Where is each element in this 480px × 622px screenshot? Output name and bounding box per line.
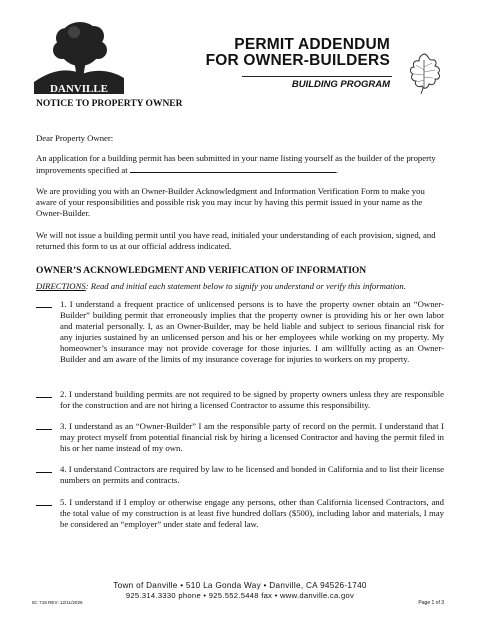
- footer-address: Town of Danville • 510 La Gonda Way • Danville, CA 94526-1740: [113, 581, 367, 590]
- initial-blank[interactable]: [36, 299, 52, 308]
- directions-text: : Read and initial each statement below to signify you understand or verify this information.: [85, 281, 406, 291]
- directions: [36, 281, 406, 291]
- acknowledgment-heading: OWNER’S ACKNOWLEDGMENT AND VERIFICATION OF INFORMATION: [36, 266, 367, 276]
- title-rule: [242, 76, 392, 77]
- initial-blank[interactable]: [36, 421, 52, 430]
- acknowledgment-item: 1. I understand a frequent practice of unlicensed persons is to have the property owner obtain an “Owner-Builder” building permit that erroneously implies that the property owner is providing his or her own labor and material personally. I, as an Owner-Builder, may be held liable and subject to serious financial risk for any injuries sustained by an unlicensed person and his or her employees while working on my property. My homeowner’s insurance may not provide coverage for those injuries. I am willfully acting as an Owner-Builder and am aware of the limits of my insurance coverage for injuries to workers on my property.: [36, 299, 444, 365]
- logo-wordmark: DANVILLE: [49, 83, 109, 95]
- footer-contact: 925.314.3330 phone • 925.552.5448 fax • www.danville.ca.gov: [125, 591, 355, 600]
- acknowledgment-item: 5. I understand if I employ or otherwise engage any persons, other than California licensed Contractors, and the total value of my construction is at least five hundred dollars ($500), including labor and materials, I may be considered an “employer” under state and federal law.: [36, 497, 444, 530]
- initial-blank[interactable]: [36, 464, 52, 473]
- oak-leaf-icon: [402, 50, 448, 96]
- acknowledgment-item: 2. I understand building permits are not required to be signed by property owners unless they are responsible for the construction and are not hiring a licensed Contractor to assume this responsibility.: [36, 389, 444, 411]
- notice-paragraph-3: We will not issue a building permit until you have read, initialed your understanding of each provision, signed, and returned this form to us at our official address indicated.: [36, 230, 436, 251]
- property-address-blank[interactable]: [130, 164, 336, 173]
- notice-paragraph-2: We are providing you with an Owner-Builder Acknowledgment and Information Verification Form to make you aware of your responsibilities and possible risk you may incur by having this permit issued in your name as the Owner-Builder.: [36, 186, 425, 218]
- page-number: Page 1 of 3: [418, 600, 444, 606]
- acknowledgment-item: 3. I understand as an “Owner-Builder” I am the responsible party of record on the permit. I understand that I may protect myself from potential financial risk by hiring a licensed Contractor and having the permit filed in his or her name instead of my own.: [36, 421, 444, 454]
- directions-label: DIRECTIONS: [36, 281, 86, 291]
- title-block: [206, 37, 390, 69]
- document-id: ID: 718 REV: 12/11/2025: [32, 600, 83, 605]
- page-subtitle: FOR OWNER-BUILDERS: [205, 52, 390, 69]
- danville-logo: [30, 20, 128, 96]
- initial-blank[interactable]: [36, 497, 52, 506]
- notice-paragraph-1: An application for a building permit has been submitted in your name listing yourself as the builder of the property improvements specified at .: [36, 153, 436, 175]
- salutation: Dear Property Owner:: [36, 133, 114, 143]
- acknowledgment-item: 4. I understand Contractors are required by law to be licensed and bonded in California and to list their license numbers on permits and contracts.: [36, 464, 444, 486]
- initial-blank[interactable]: [36, 389, 52, 398]
- page-title: PERMIT ADDENDUM: [234, 36, 390, 53]
- program-label: BUILDING PROGRAM: [291, 79, 390, 90]
- notice-heading: NOTICE TO PROPERTY OWNER: [36, 99, 183, 109]
